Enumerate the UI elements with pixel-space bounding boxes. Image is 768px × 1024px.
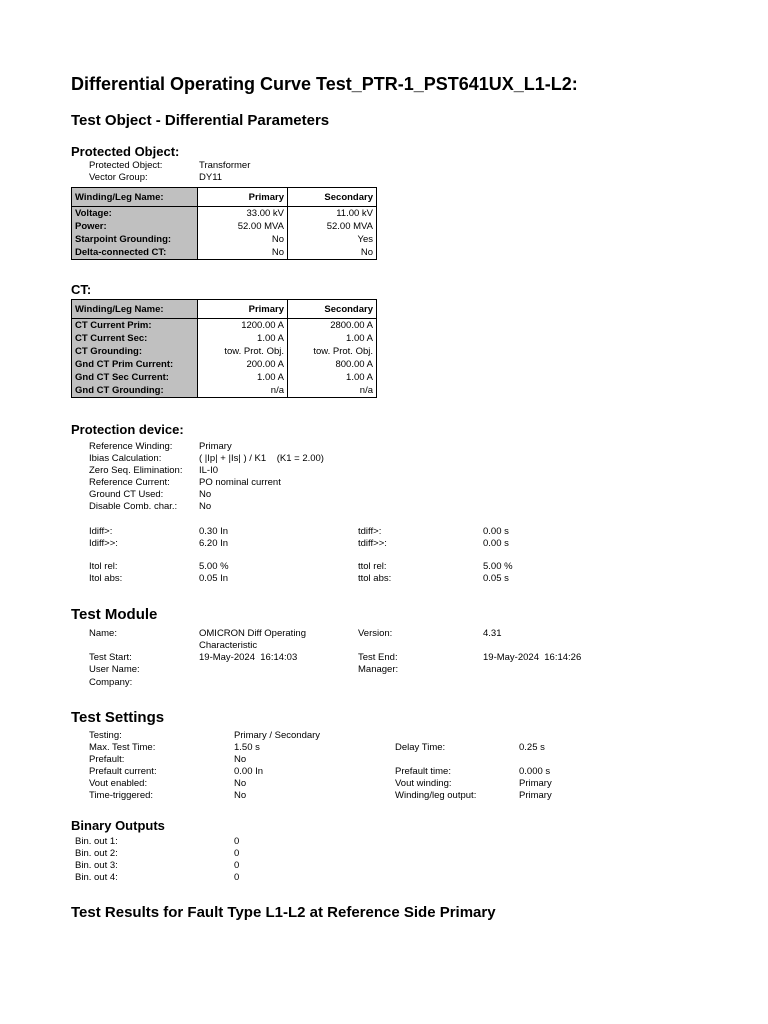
table-cell: 800.00 A bbox=[288, 358, 377, 371]
setting-value: No bbox=[234, 790, 247, 801]
row-label: Gnd CT Prim Current: bbox=[72, 358, 198, 371]
test-end-label: Test End: bbox=[358, 652, 398, 663]
param-label: ttol rel: bbox=[358, 561, 387, 572]
user-name-label: User Name: bbox=[89, 664, 140, 675]
row-label: Delta-connected CT: bbox=[72, 246, 198, 260]
table-header-row bbox=[72, 188, 377, 207]
param-value: 0.05 In bbox=[199, 573, 229, 584]
setting-value: Primary / Secondary bbox=[234, 730, 321, 741]
param-label: Itol abs: bbox=[89, 573, 123, 584]
table-row bbox=[72, 246, 377, 260]
setting-value: 0.000 s bbox=[519, 766, 551, 777]
setting-label: Prefault time: bbox=[395, 766, 451, 777]
param-value: 5.00 % bbox=[199, 561, 229, 572]
table-row bbox=[72, 358, 377, 371]
setting-label: Vout enabled: bbox=[89, 778, 148, 789]
setting-label: Winding/leg output: bbox=[395, 790, 477, 801]
setting-value: Primary bbox=[519, 790, 552, 801]
table-cell: Yes bbox=[288, 233, 377, 246]
setting-value: 0.25 s bbox=[519, 742, 545, 753]
field-label: Zero Seq. Elimination: bbox=[89, 465, 183, 476]
test-settings-heading: Test Settings bbox=[71, 709, 165, 726]
table-cell: 11.00 kV bbox=[288, 207, 377, 221]
param-value: 0.05 s bbox=[483, 573, 509, 584]
manager-label: Manager: bbox=[358, 664, 399, 675]
binary-output-value: 0 bbox=[234, 848, 240, 859]
column-header: Winding/Leg Name: bbox=[72, 300, 198, 319]
setting-value: Primary bbox=[519, 778, 552, 789]
binary-output-label: Bin. out 3: bbox=[75, 860, 118, 871]
table-row bbox=[72, 345, 377, 358]
test-start-label: Test Start: bbox=[89, 652, 132, 663]
field-value: Primary bbox=[199, 441, 232, 452]
row-label: Gnd CT Grounding: bbox=[72, 384, 198, 398]
binary-outputs-heading: Binary Outputs bbox=[71, 818, 165, 833]
table-header-row bbox=[72, 300, 377, 319]
ct-parameters-table bbox=[71, 299, 377, 398]
field-label: Reference Current: bbox=[89, 477, 170, 488]
section-title-test-object: Test Object - Differential Parameters bbox=[71, 112, 330, 129]
param-value: 0.30 In bbox=[199, 526, 229, 537]
table-cell: n/a bbox=[198, 384, 288, 398]
table-cell: 200.00 A bbox=[198, 358, 288, 371]
param-label: tdiff>: bbox=[358, 526, 382, 537]
binary-output-label: Bin. out 1: bbox=[75, 836, 118, 847]
protected-object-value: Transformer bbox=[199, 160, 251, 171]
column-header: Winding/Leg Name: bbox=[72, 188, 198, 207]
table-cell: 2800.00 A bbox=[288, 319, 377, 333]
name-label: Name: bbox=[89, 628, 117, 639]
field-label: Ibias Calculation: bbox=[89, 453, 162, 464]
table-row bbox=[72, 319, 377, 333]
setting-label: Delay Time: bbox=[395, 742, 446, 753]
param-value: 0.00 s bbox=[483, 538, 509, 549]
field-value: No bbox=[199, 489, 212, 500]
company-label: Company: bbox=[89, 677, 133, 688]
table-cell: n/a bbox=[288, 384, 377, 398]
test-end-value: 19-May-2024 16:14:26 bbox=[483, 652, 582, 663]
table-row bbox=[72, 207, 377, 221]
setting-label: Vout winding: bbox=[395, 778, 452, 789]
table-cell: 1.00 A bbox=[288, 332, 377, 345]
test-results-heading: Test Results for Fault Type L1-L2 at Reference Side Primary bbox=[71, 904, 496, 921]
vector-group-value: DY11 bbox=[199, 172, 223, 183]
winding-parameters-table bbox=[71, 187, 377, 260]
setting-label: Testing: bbox=[89, 730, 122, 741]
version-value: 4.31 bbox=[483, 628, 502, 639]
param-label: tdiff>>: bbox=[358, 538, 387, 549]
column-header: Secondary bbox=[288, 188, 377, 207]
row-label: Power: bbox=[72, 220, 198, 233]
setting-label: Max. Test Time: bbox=[89, 742, 156, 753]
setting-label: Prefault: bbox=[89, 754, 125, 765]
param-label: Idiff>>: bbox=[89, 538, 118, 549]
table-cell: No bbox=[288, 246, 377, 260]
param-label: Idiff>: bbox=[89, 526, 113, 537]
name-value-continued: Characteristic bbox=[199, 640, 258, 651]
name-value: OMICRON Diff Operating bbox=[199, 628, 306, 639]
param-value: 0.00 s bbox=[483, 526, 509, 537]
param-value: 5.00 % bbox=[483, 561, 513, 572]
column-header: Primary bbox=[198, 300, 288, 319]
test-module-heading: Test Module bbox=[71, 606, 158, 623]
document-title: Differential Operating Curve Test_PTR-1_PST641UX_L1-L2: bbox=[71, 74, 578, 94]
table-row bbox=[72, 384, 377, 398]
version-label: Version: bbox=[358, 628, 393, 639]
table-cell: 1.00 A bbox=[288, 371, 377, 384]
param-label: ttol abs: bbox=[358, 573, 392, 584]
setting-label: Prefault current: bbox=[89, 766, 157, 777]
setting-value: No bbox=[234, 778, 247, 789]
table-cell: 52.00 MVA bbox=[288, 220, 377, 233]
table-cell: 1200.00 A bbox=[198, 319, 288, 333]
binary-output-label: Bin. out 4: bbox=[75, 872, 118, 883]
setting-value: No bbox=[234, 754, 247, 765]
ct-heading: CT: bbox=[71, 282, 92, 297]
table-row bbox=[72, 220, 377, 233]
field-value: No bbox=[199, 501, 212, 512]
field-value: IL-I0 bbox=[199, 465, 219, 476]
protected-object-heading: Protected Object: bbox=[71, 144, 180, 159]
binary-output-label: Bin. out 2: bbox=[75, 848, 118, 859]
setting-value: 1.50 s bbox=[234, 742, 260, 753]
protected-object-label: Protected Object: bbox=[89, 160, 163, 171]
column-header: Secondary bbox=[288, 300, 377, 319]
row-label: CT Current Sec: bbox=[72, 332, 198, 345]
param-label: Itol rel: bbox=[89, 561, 118, 572]
binary-output-value: 0 bbox=[234, 836, 240, 847]
table-cell: 33.00 kV bbox=[198, 207, 288, 221]
row-label: CT Current Prim: bbox=[72, 319, 198, 333]
field-label: Reference Winding: bbox=[89, 441, 173, 452]
row-label: CT Grounding: bbox=[72, 345, 198, 358]
table-row bbox=[72, 233, 377, 246]
row-label: Starpoint Grounding: bbox=[72, 233, 198, 246]
field-value: ( |Ip| + |Is| ) / K1 (K1 = 2.00) bbox=[199, 453, 324, 464]
setting-value: 0.00 In bbox=[234, 766, 264, 777]
table-cell: 1.00 A bbox=[198, 332, 288, 345]
param-value: 6.20 In bbox=[199, 538, 229, 549]
binary-output-value: 0 bbox=[234, 860, 240, 871]
column-header: Primary bbox=[198, 188, 288, 207]
protection-device-heading: Protection device: bbox=[71, 422, 184, 437]
setting-label: Time-triggered: bbox=[89, 790, 154, 801]
test-start-value: 19-May-2024 16:14:03 bbox=[199, 652, 298, 663]
table-cell: 52.00 MVA bbox=[198, 220, 288, 233]
field-value: PO nominal current bbox=[199, 477, 281, 488]
table-cell: 1.00 A bbox=[198, 371, 288, 384]
table-row bbox=[72, 371, 377, 384]
row-label: Voltage: bbox=[72, 207, 198, 221]
table-cell: No bbox=[198, 246, 288, 260]
table-cell: No bbox=[198, 233, 288, 246]
field-label: Ground CT Used: bbox=[89, 489, 164, 500]
field-label: Disable Comb. char.: bbox=[89, 501, 178, 512]
table-row bbox=[72, 332, 377, 345]
vector-group-label: Vector Group: bbox=[89, 172, 148, 183]
table-cell: tow. Prot. Obj. bbox=[288, 345, 377, 358]
row-label: Gnd CT Sec Current: bbox=[72, 371, 198, 384]
table-cell: tow. Prot. Obj. bbox=[198, 345, 288, 358]
binary-output-value: 0 bbox=[234, 872, 240, 883]
